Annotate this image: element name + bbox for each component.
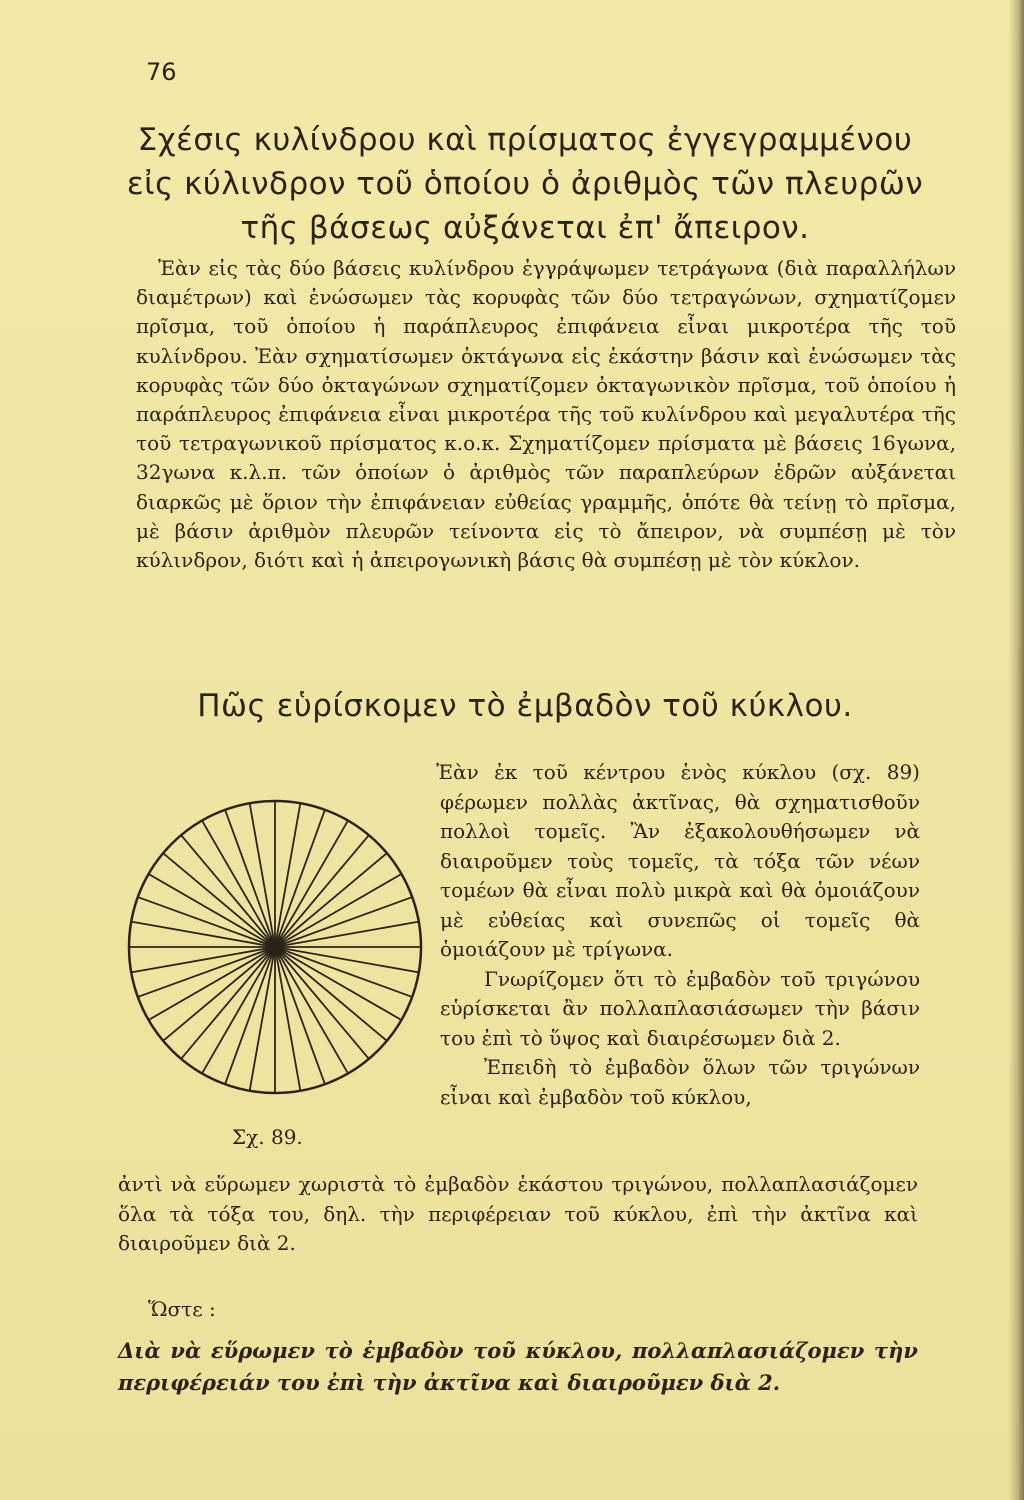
section-heading-circle-area: Πῶς εὑρίσκομεν τὸ ἐμβαδὸν τοῦ κύκλου. <box>197 688 853 724</box>
radii-group <box>129 801 421 1093</box>
paragraph-cylinder-prism: Ἐὰν εἰς τὰς δύο βάσεις κυλίνδρου ἐγγράψωμεν τετράγωνα (διὰ παραλλήλων διαμέτρων) καὶ ἑνώσωμεν τὰς κορυφὰς τῶν δύο τετραγώνων, σχηματίζομεν πρῖσμα, τοῦ ὁποίου ἡ παράπλευρος ἐπιφάνεια εἶναι μικροτέρα τῆς τοῦ κυλίνδρου. Ἐὰν σχηματίσωμεν ὀκτάγωνα εἰς ἑκάστην βάσιν καὶ ἑνώσωμεν τὰς κορυφὰς τῶν δύο ὀκταγώνων σχηματίζομεν ὀκταγωνικὸν πρῖσμα, τοῦ ὁποίου ἡ παράπλευρος ἐπιφάνεια εἶναι μικροτέρα τῆς τοῦ κυλίνδρου καὶ μεγαλυτέρα τῆς τοῦ τετραγωνικοῦ πρίσματος κ.ο.κ. Σχηματίζομεν πρίσματα μὲ βάσεις 16γωνα, 32γωνα κ.λ.π. τῶν ὁποίων ὁ ἀριθμὸς τῶν παραπλεύρων ἑδρῶν αὐξάνεται διαρκῶς μὲ ὅριον τὴν ἐπιφάνειαν εὐθείας γραμμῆς, ὁπότε θὰ τείνῃ τὸ πρῖσμα, μὲ βάσιν ἀριθμὸν πλευρῶν τείνοντα εἰς τὸ ἄπειρον, νὰ συμπέσῃ μὲ τὸν κύλινδρον, διότι καὶ ἡ ἀπειρογωνικὴ βάσις θὰ συμπέσῃ μὲ τὸν κύκλον. <box>136 256 956 573</box>
paragraph-sectors: Ἐὰν ἐκ τοῦ κέντρου ἑνὸς κύκλου (σχ. 89) φέρωμεν πολλὰς ἀκτῖνας, θὰ σχηματισθοῦν πολλοὶ τομεῖς. Ἂν ἐξακολουθήσωμεν νὰ διαιροῦμεν τοὺς τομεῖς, τὰ τόξα τῶν νέων τομέων θὰ εἶναι πολὺ μικρὰ καὶ θὰ ὁμοιάζουν μὲ εὐθείας καὶ συνεπῶς οἱ τομεῖς θὰ ὁμοιάζουν μὲ τρίγωνα. <box>436 760 920 961</box>
paragraph-since-start: Ἐπειδὴ τὸ ἐμβαδὸν ὅλων τῶν τριγώνων εἶναι καὶ ἐμβαδὸν τοῦ κύκλου, <box>440 1055 920 1109</box>
therefore-label: Ὥστε : <box>148 1297 216 1321</box>
figure-caption: Σχ. 89. <box>232 1125 303 1149</box>
section-heading-cylinder-prism: Σχέσις κυλίνδρου καὶ πρίσματος ἐγγεγραμμένου εἰς κύλινδρον τοῦ ὁποίου ὁ ἀριθμὸς τῶν πλευρῶν τῆς βάσεως αὐξάνεται ἐπ' ἄπειρον. <box>126 122 924 246</box>
right-column-text <box>436 758 920 1112</box>
paragraph-triangle-area: Γνωρίζομεν ὅτι τὸ ἐμβαδὸν τοῦ τριγώνου εὑρίσκεται ἂν πολλαπλασιάσωμεν τὴν βάσιν του ἐπὶ τὸ ὕψος καὶ διαιρέσωμεν διὰ 2. <box>440 966 920 1050</box>
paragraph-since-rest: ἀντὶ νὰ εὕρωμεν χωριστὰ τὸ ἐμβαδὸν ἑκάστου τριγώνου, πολλαπλασιάζομεν ὅλα τὰ τόξα του, δηλ. τὴν περιφέρειαν τοῦ κύκλου, ἐπὶ τὴν ἀκτῖνα καὶ διαιροῦμεν διὰ 2. <box>118 1172 918 1255</box>
page-number: 76 <box>146 58 177 86</box>
circle-area-rule: Διὰ νὰ εὕρωμεν τὸ ἐμβαδὸν τοῦ κύκλου, πολλαπλασιάζομεν τὴν περιφέρειάν του ἐπὶ τὴν ἀκτῖνα καὶ διαιροῦμεν διὰ 2. <box>118 1338 918 1395</box>
circle-radii-figure <box>120 792 430 1102</box>
page-edge-shadow <box>1008 0 1024 1500</box>
